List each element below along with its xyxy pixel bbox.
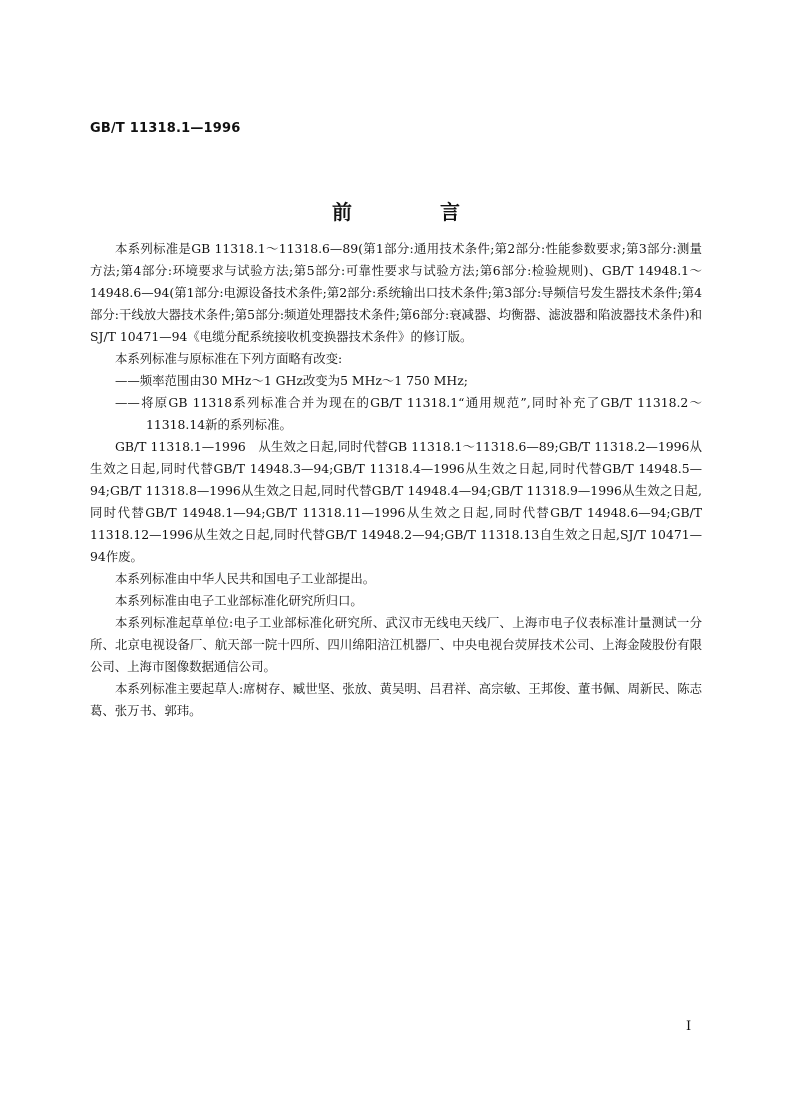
paragraph-proposed-by: 本系列标准由中华人民共和国电子工业部提出。 bbox=[115, 571, 376, 586]
list-item-frequency-range: ——频率范围由30 MHz～1 GHz改变为5 MHz～1 750 MHz; bbox=[115, 373, 468, 388]
paragraph-drafters: 本系列标准主要起草人:席树存、臧世坚、张放、黄吴明、吕君祥、高宗敏、王邦俊、董书佩、周新民、陈志葛、张万书、郭玮。 bbox=[90, 681, 702, 718]
paragraph-changes-intro: 本系列标准与原标准在下列方面略有改变: bbox=[115, 351, 343, 366]
paragraph-drafting-units: 本系列标准起草单位:电子工业部标准化研究所、武汉市无线电天线厂、上海市电子仪表标准计量测试一分所、北京电视设备厂、航天部一院十四所、四川绵阳涪江机器厂、中央电视台荧屏技术公司、上海金陵股份有限公司、上海市图像数据通信公司。 bbox=[90, 615, 702, 674]
standard-code-header: GB/T 11318.1—1996 bbox=[90, 121, 241, 136]
list-item-merged-standards: ——将原GB 11318系列标准合并为现在的GB/T 11318.1“通用规范”,同时补充了GB/T 11318.2～11318.14新的系列标准。 bbox=[115, 395, 702, 432]
page-title: 前 言 bbox=[332, 200, 494, 224]
paragraph-replacements: GB/T 11318.1—1996 从生效之日起,同时代替GB 11318.1～11318.6—89;GB/T 11318.2—1996从生效之日起,同时代替GB/T 14948.3—94;GB/T 11318.4—1996从生效之日起,同时代替GB/T 14948.5—94;GB/T 11318.8—1996从生效之日起,同时代替GB/T 14948.4—94;GB/T 11318.9—1996从生效之日起,同时代替GB/T 14948.1—94;GB/T 11318.11—1996从生效之日起,同时代替GB/T 14948.6—94;GB/T 11318.12—1996从生效之日起,同时代替GB/T 14948.2—94;GB/T 11318.13自生效之日起,SJ/T 10471—94作废。 bbox=[90, 439, 702, 564]
foreword-body bbox=[90, 238, 702, 722]
paragraph-centralized-by: 本系列标准由电子工业部标准化研究所归口。 bbox=[115, 593, 363, 608]
paragraph-revision-scope: 本系列标准是GB 11318.1～11318.6—89(第1部分:通用技术条件;第2部分:性能参数要求;第3部分:测量方法;第4部分:环境要求与试验方法;第5部分:可靠性要求与试验方法;第6部分:检验规则)、GB/T 14948.1～14948.6—94(第1部分:电源设备技术条件;第2部分:系统输出口技术条件;第3部分:导频信号发生器技术条件;第4部分:干线放大器技术条件;第5部分:频道处理器技术条件;第6部分:衰减器、均衡器、滤波器和陷波器技术条件)和SJ/T 10471—94《电缆分配系统接收机变换器技术条件》的修订版。 bbox=[90, 241, 702, 344]
page-number: I bbox=[686, 1019, 692, 1034]
